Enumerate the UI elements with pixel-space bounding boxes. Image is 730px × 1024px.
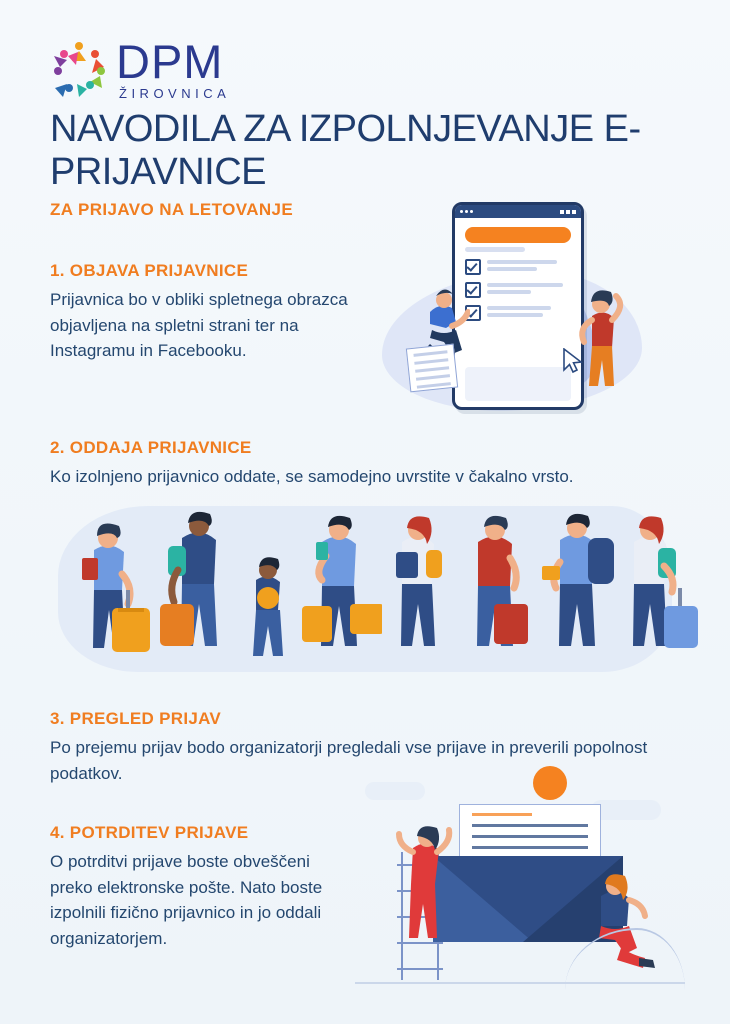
section-4-heading: 4. POTRDITEV PRIJAVE (50, 823, 249, 842)
section-1-heading: 1. OBJAVA PRIJAVNICE (50, 261, 249, 280)
form-checkbox-row (465, 282, 571, 298)
cloud-icon (591, 800, 661, 820)
form-checkbox-row (465, 259, 571, 275)
section-3-heading: 3. PREGLED PRIJAV (50, 709, 222, 728)
envelope-illustration (355, 760, 685, 990)
form-text-lines (487, 260, 571, 274)
traveller-figure (64, 512, 156, 658)
traveller-figure (456, 508, 536, 658)
brand-logo (50, 35, 231, 101)
ground-line (355, 982, 685, 984)
page-title: NAVODILA ZA IZPOLNJEVANJE E-PRIJAVNICE (50, 108, 641, 193)
form-checkbox-row (465, 305, 571, 321)
section-3-body: Po prejemu prijav bodo organizatorji pregledali vse prijave in preverili popolnost podatkov. (50, 738, 648, 783)
traveller-figure (296, 508, 382, 658)
section-2-body: Ko izolnjeno prijavnico oddate, se samodejno uvrstite v čakalno vrsto. (50, 467, 574, 486)
form-text-lines (487, 283, 571, 297)
people-circle-logo-icon (50, 40, 108, 98)
page-subtitle: ZA PRIJAVO NA LETOVANJE (50, 200, 294, 219)
brand-name: DPM (116, 35, 224, 88)
phone-online-form-illustration (372, 196, 672, 426)
form-text-lines (487, 306, 571, 320)
brand-subtitle: ŽIROVNICA (119, 86, 231, 101)
person-standing-illustration (568, 282, 632, 390)
traveller-figure (614, 508, 700, 658)
window-dots-icon (460, 210, 473, 213)
phone-title-bar (455, 205, 581, 218)
traveller-figure (158, 504, 242, 658)
sun-icon (533, 766, 567, 800)
document-sheet-icon (406, 344, 458, 393)
form-subtitle-line (465, 247, 525, 252)
brand-wordmark (116, 35, 231, 101)
section-4-body: O potrditvi prijave boste obveščeni preko elektronske pošte. Nato boste izpolnili fizično prijavnico in jo oddali organizatorjem. (50, 852, 323, 948)
cloud-icon (365, 782, 425, 800)
section-1-body: Prijavnica bo v obliki spletnega obrazca objavljena na spletni strani ter na Instagramu in Facebooku. (50, 290, 348, 360)
person-climbing-illustration (385, 822, 465, 952)
child-traveller-figure (238, 550, 298, 658)
form-footer-panel (465, 367, 571, 401)
check-icon (465, 259, 481, 275)
traveller-figure (380, 508, 458, 658)
window-controls-icon (560, 210, 576, 214)
form-header-bar (465, 227, 571, 243)
section-2-heading: 2. ODDAJA PRIJAVNICE (50, 438, 252, 457)
traveller-figure (536, 504, 622, 658)
phone-device (452, 202, 584, 410)
people-queue-illustration (58, 492, 672, 674)
